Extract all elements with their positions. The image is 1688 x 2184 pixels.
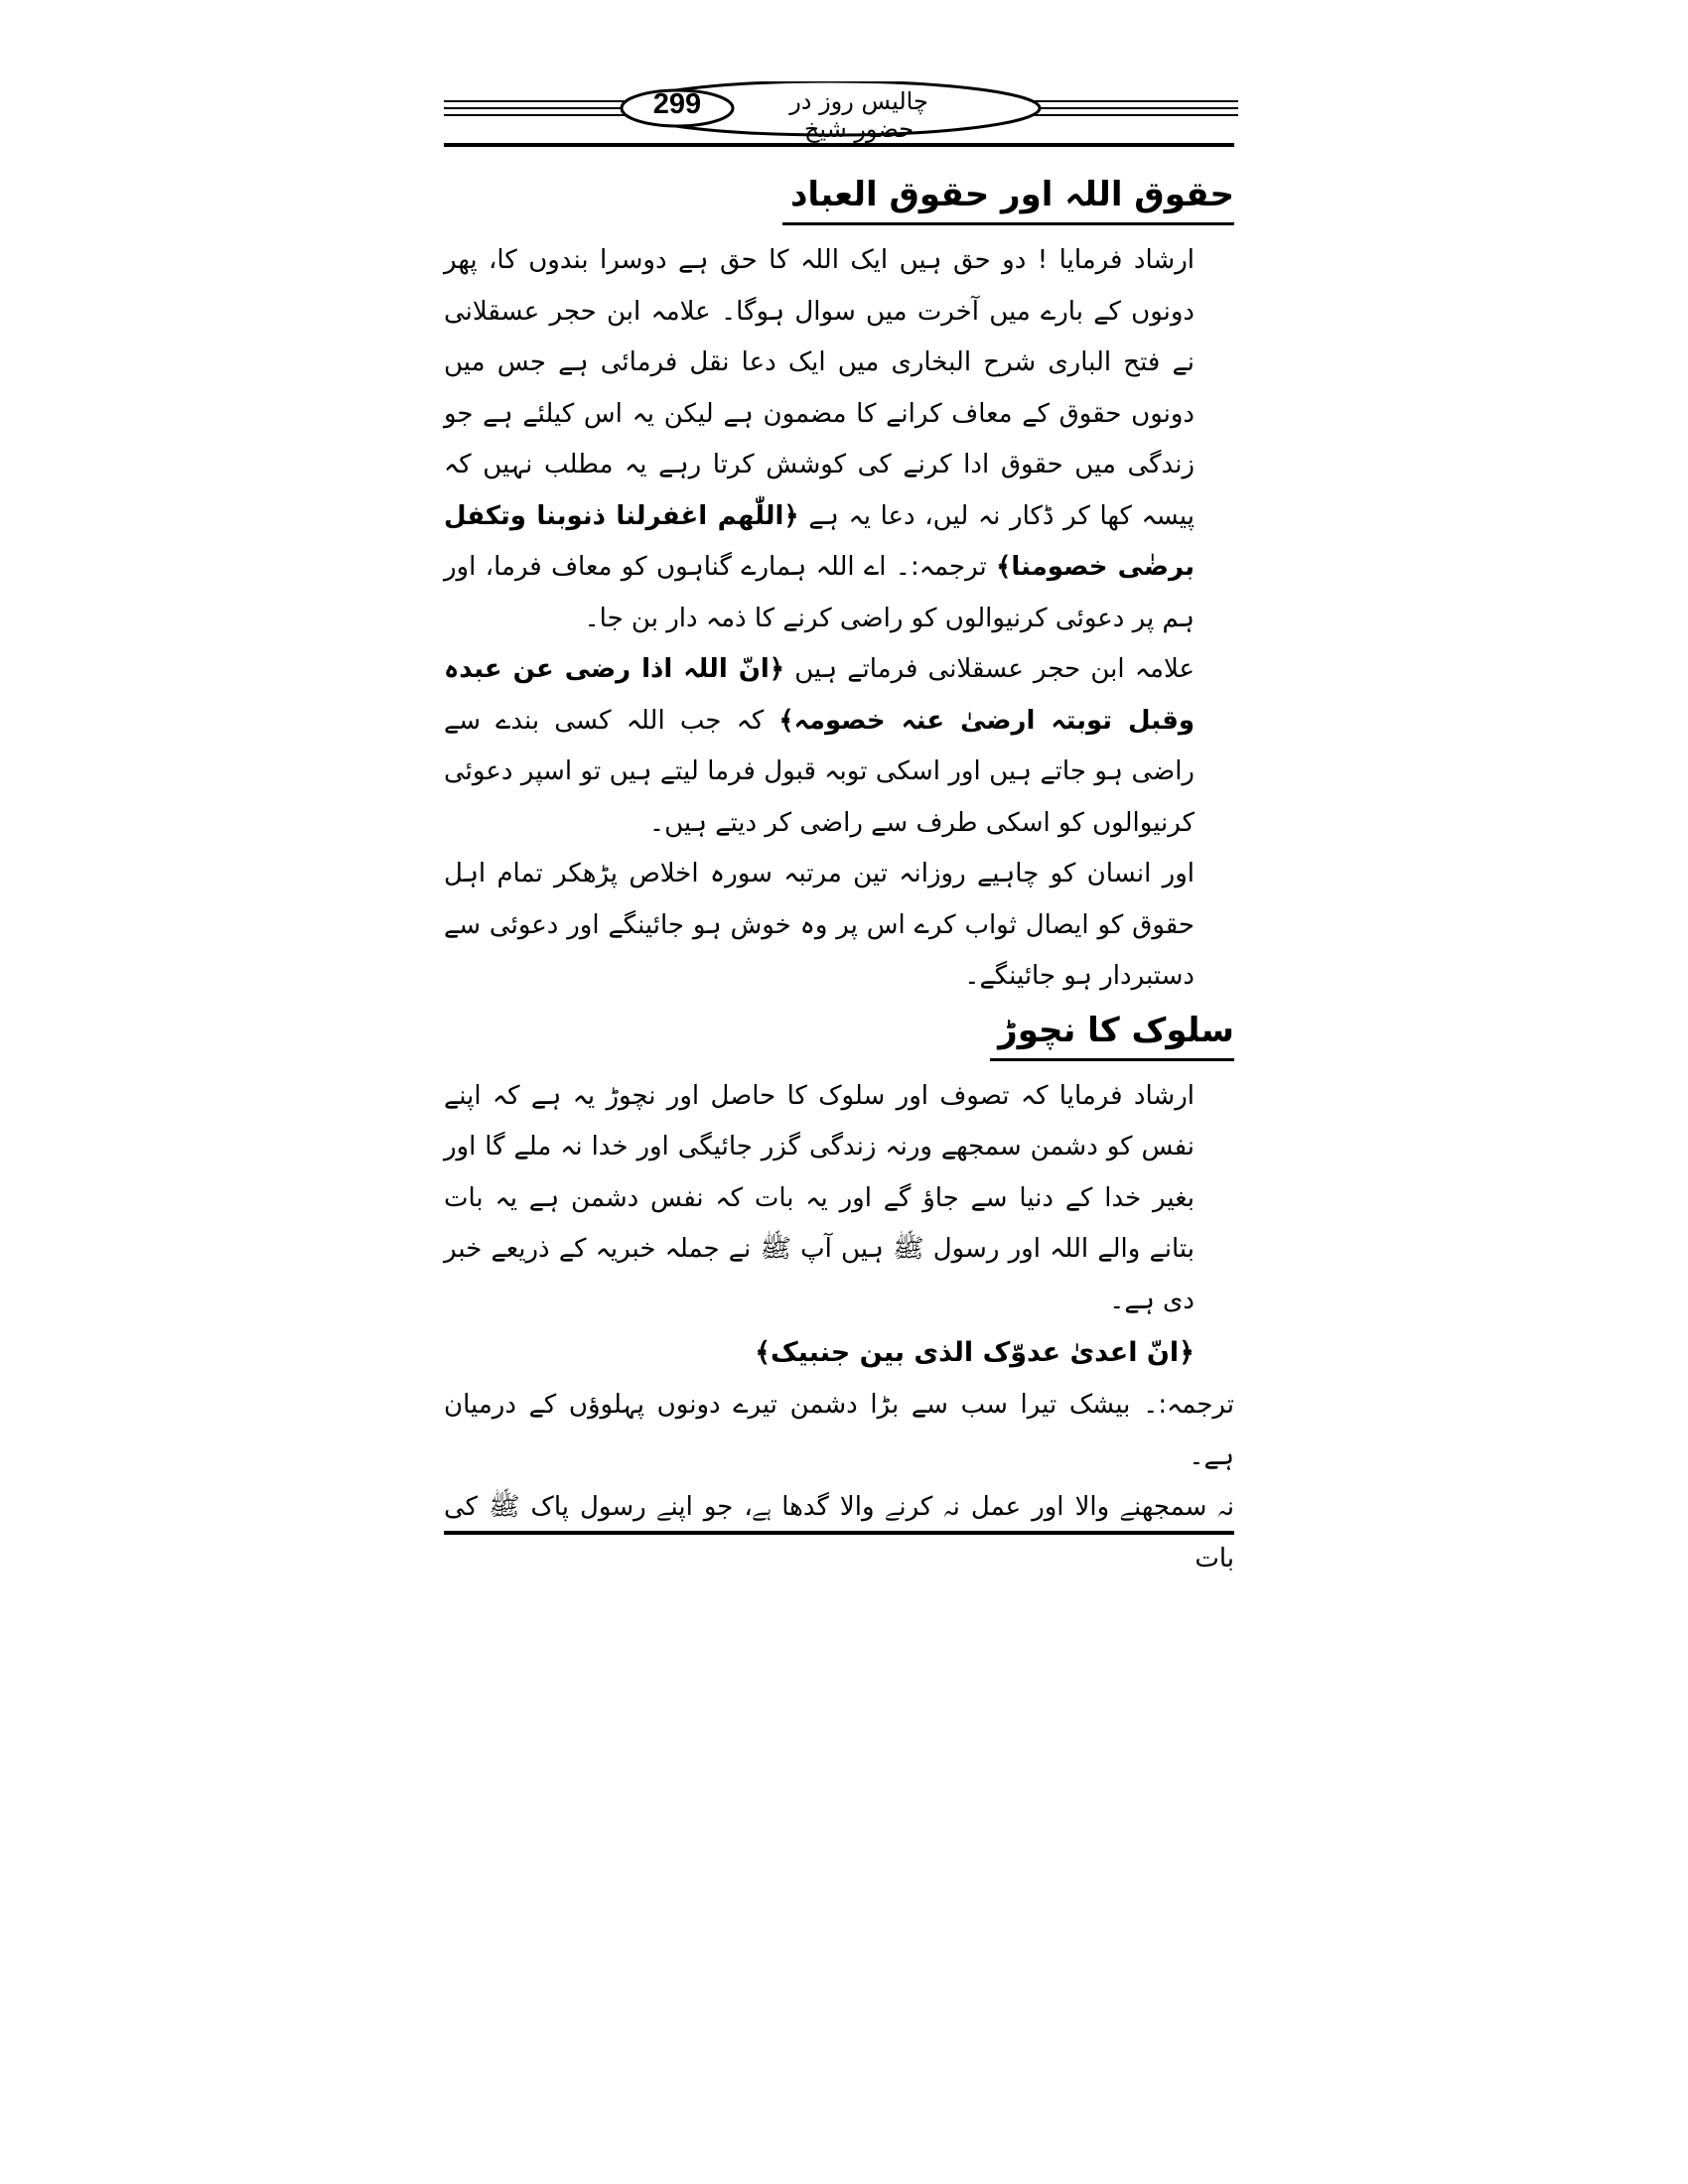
book-page bbox=[444, 81, 1238, 1573]
page-number: 299 bbox=[652, 88, 702, 120]
arabic-quote: ﴿انّ اللہ اذا رضی عن عبدہ وقبل توبتہ ارضیٰ عنہ خصومہ﴾ bbox=[444, 654, 1196, 736]
footer-rule bbox=[444, 1531, 1234, 1535]
paragraph-rights-2: علامہ ابن حجر عسقلانی فرماتے ہیں ﴿انّ اللہ اذا رضی عن عبدہ وقبل توبتہ ارضیٰ عنہ خصومہ﴾ کہ جب اللہ کسی بندے سے راضی ہو جاتے ہیں اور اسکی توبہ قبول فرما لیتے ہیں تو اسپر دعوئی کرنیوالوں کو اسکی طرف سے راضی کر دیتے ہیں۔ bbox=[444, 654, 1196, 838]
section-heading-rights: حقوق اللہ اور حقوق العباد bbox=[782, 169, 1234, 225]
hadith-translation: ترجمہ:۔ بیشک تیرا سب سے بڑا دشمن تیرے دونوں پہلوؤں کے درمیان ہے۔ bbox=[444, 1390, 1234, 1471]
running-title: چالیس روز در حضور شیخ bbox=[789, 87, 928, 143]
paragraph-suluk-1: ارشاد فرمایا کہ تصوف اور سلوک کا حاصل اور نچوڑ یہ ہے کہ اپنے نفس کو دشمن سمجھے ورنہ زندگی گزر جائیگی اور خدا نہ ملے گا اور بغیر خدا کے دنیا سے جاؤ گے اور یہ بات کہ نفس دشمن ہے یہ بات بتانے والے اللہ اور رسول ﷺ ہیں آپ ﷺ نے جملہ خبریہ کے ذریعے خبر دی ہے۔ bbox=[444, 1080, 1195, 1315]
page-header bbox=[444, 81, 1238, 151]
arabic-dua: ﴿اللّٰھم اغفرلنا ذنوبنا وتکفل برضٰی خصومنا﴾ bbox=[444, 500, 1195, 582]
hadith-text: ﴿انّ اعدیٰ عدوّک الذی بین جنبیک﴾ bbox=[755, 1337, 1195, 1368]
closing-line: نہ سمجھنے والا اور عمل نہ کرنے والا گدھا ہے، جو اپنے رسول پاک ﷺ کی بات bbox=[444, 1492, 1234, 1573]
page-content bbox=[444, 169, 1234, 1584]
section-heading-suluk: سلوک کا نچوڑ bbox=[990, 1005, 1234, 1061]
dua-translation: ترجمہ:۔ اے اللہ ہمارے گناہوں کو معاف فرما، اور ہم پر دعوئی کرنیوالوں کو راضی کرنے کا ذمہ دار بن جا۔ bbox=[444, 552, 1195, 633]
paragraph-rights-1: ارشاد فرمایا ! دو حق ہیں ایک اللہ کا حق ہے دوسرا بندوں کا، پھر دونوں کے بارے میں آخرت میں سوال ہوگا۔ علامہ ابن حجر عسقلانی نے فتح الباری شرح البخاری میں ایک دعا نقل فرمائی ہے جس میں دونوں حقوق کے معاف کرانے کا مضمون ہے لیکن یہ اس کیلئے ہے جو زندگی میں حقوق ادا کرنے کی کوشش کرتا رہے یہ مطلب نہیں کہ پیسہ کھا کر ڈکار نہ لیں، دعا یہ ہے ﴿اللّٰھم اغفرلنا ذنوبنا وتکفل برضٰی خصومنا﴾ ترجمہ:۔ اے اللہ ہمارے گناہوں کو معاف فرما، اور ہم پر دعوئی کرنیوالوں کو راضی کرنے کا ذمہ دار بن جا۔ bbox=[444, 245, 1196, 633]
paragraph-rights-3: اور انسان کو چاہیے روزانہ تین مرتبہ سورہ اخلاص پڑھکر تمام اہل حقوق کو ایصال ثواب کرے اس پر وہ خوش ہو جائینگے اور دعوئی سے دستبردار ہو جائینگے۔ bbox=[444, 859, 1195, 991]
